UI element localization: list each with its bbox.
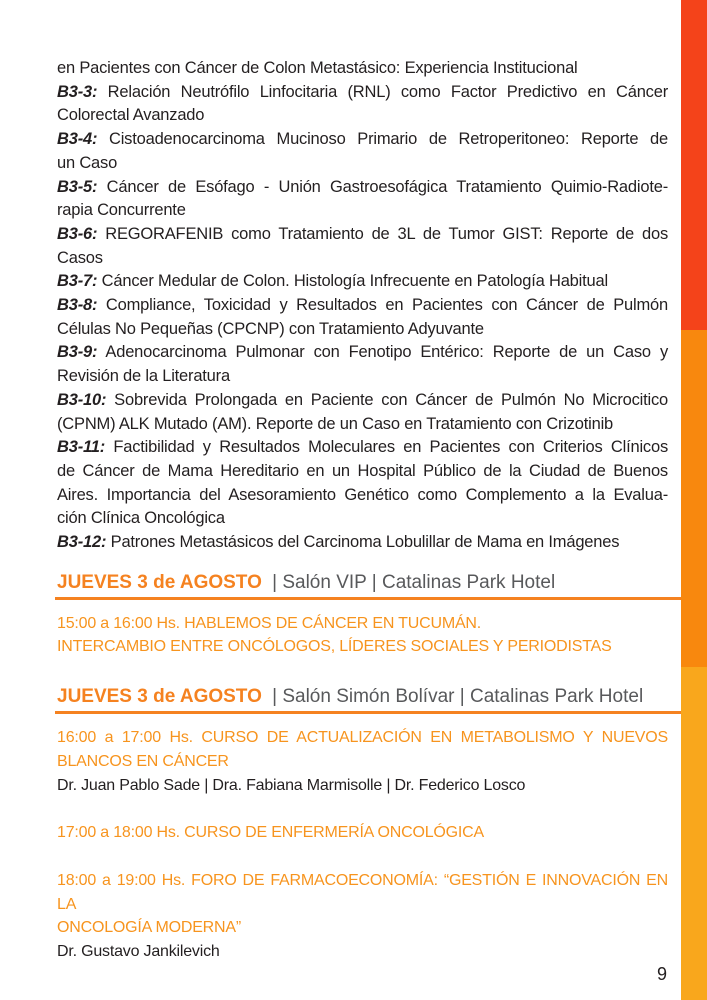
edge-bar-segment-orange [681,330,707,667]
edge-bar-segment-amber [681,667,707,1000]
session-venue: | Salón Simón Bolívar | Catalinas Park Hotel [272,686,644,708]
event-title-line: 15:00 a 16:00 Hs. HABLEMOS DE CÁNCER EN TUCUMÁN. [57,614,482,632]
abstract-line: Células No Pequeñas (CPCNP) con Tratamiento Adyuvante [57,319,484,338]
edge-color-bar [681,0,707,1000]
abstract-line: rapia Concurrente [57,201,186,220]
abstract-line: B3-11: Factibilidad y Resultados Moleculares en Pacientes con Criterios Clínicos [57,438,668,457]
abstract-code: B3-7: [57,272,98,291]
event-title [57,821,668,845]
abstract-line: Aires. Importancia del Asesoramiento Genético como Complemento a la Evalua- [57,485,668,504]
event-title [57,612,668,659]
abstract-line: un Caso [57,153,118,172]
session-day: JUEVES 3 de AGOSTO [57,686,262,708]
event-speakers: Dr. Juan Pablo Sade | Dra. Fabiana Marmisolle | Dr. Federico Losco [57,776,526,794]
event-block [57,821,668,845]
abstract-code: B3-3: [57,82,98,101]
session-rule [55,711,681,714]
abstract-line: B3-10: Sobrevida Prolongada en Paciente con Cáncer de Pulmón No Microcitico [57,390,668,409]
event-title-line: 17:00 a 18:00 Hs. CURSO DE ENFERMERÍA ONCOLÓGICA [57,824,484,842]
abstract-code: B3-6: [57,224,98,243]
abstract-line: Casos [57,248,103,267]
event-block [57,726,668,797]
event-title [57,726,668,773]
abstract-line: B3-12: Patrones Metastásicos del Carcinoma Lobulillar de Mama en Imágenes [57,533,620,552]
abstract-code: B3-10: [57,390,107,409]
abstract-line: B3-3: Relación Neutrófilo Linfocitaria (RNL) como Factor Predictivo en Cáncer [57,82,668,101]
abstract-code: B3-9: [57,343,98,362]
event-title [57,869,668,940]
abstract-line: B3-6: REGORAFENIB como Tratamiento de 3L de Tumor GIST: Reporte de dos [57,224,668,243]
session-venue: | Salón VIP | Catalinas Park Hotel [272,571,556,593]
abstract-line: en Pacientes con Cáncer de Colon Metastásico: Experiencia Institucional [57,59,578,77]
abstract-line: B3-8: Compliance, Toxicidad y Resultados en Pacientes con Cáncer de Pulmón [57,296,668,315]
abstract-line: B3-5: Cáncer de Esófago - Unión Gastroesofágica Tratamiento Quimio-Radiote- [57,177,668,196]
abstracts-section [57,57,668,555]
abstract-line: B3-7: Cáncer Medular de Colon. Histología Infrecuente en Patología Habitual [57,272,608,291]
session-header [57,571,668,595]
event-title-line: 16:00 a 17:00 Hs. CURSO DE ACTUALIZACIÓN EN METABOLISMO Y NUEVOS [57,729,668,747]
event-title-line: ONCOLOGÍA MODERNA” [57,919,241,937]
event-block [57,612,668,659]
event-block [57,869,668,964]
session-header [57,685,668,709]
page-content [57,0,668,964]
abstract-line: Revisión de la Literatura [57,367,230,386]
abstract-line: (CPNM) ALK Mutado (AM). Reporte de un Caso en Tratamiento con Crizotinib [57,414,614,433]
abstract-code: B3-4: [57,130,98,149]
page-number: 9 [656,964,667,984]
abstract-line: de Cáncer de Mama Hereditario en un Hospital Público de la Ciudad de Buenos [57,461,668,480]
event-title-line: INTERCAMBIO ENTRE ONCÓLOGOS, LÍDERES SOCIALES Y PERIODISTAS [57,638,612,656]
abstract-code: B3-8: [57,296,98,315]
abstract-code: B3-12: [57,533,107,552]
event-title-line: BLANCOS EN CÁNCER [57,752,229,770]
abstract-line: Colorectal Avanzado [57,106,205,125]
abstract-code: B3-5: [57,177,98,196]
abstract-line: B3-9: Adenocarcinoma Pulmonar con Fenotipo Entérico: Reporte de un Caso y [57,343,668,362]
session-day: JUEVES 3 de AGOSTO [57,571,262,593]
edge-bar-segment-red [681,0,707,330]
event-title-line: 18:00 a 19:00 Hs. FORO DE FARMACOECONOMÍA: “GESTIÓN E INNOVACIÓN EN LA [57,871,668,913]
abstract-line: B3-4: Cistoadenocarcinoma Mucinoso Primario de Retroperitoneo: Reporte de [57,130,668,149]
abstract-code: B3-11: [57,438,106,457]
event-speakers: Dr. Gustavo Jankilevich [57,943,220,961]
abstract-line: ción Clínica Oncológica [57,509,225,528]
session-rule [55,597,681,600]
